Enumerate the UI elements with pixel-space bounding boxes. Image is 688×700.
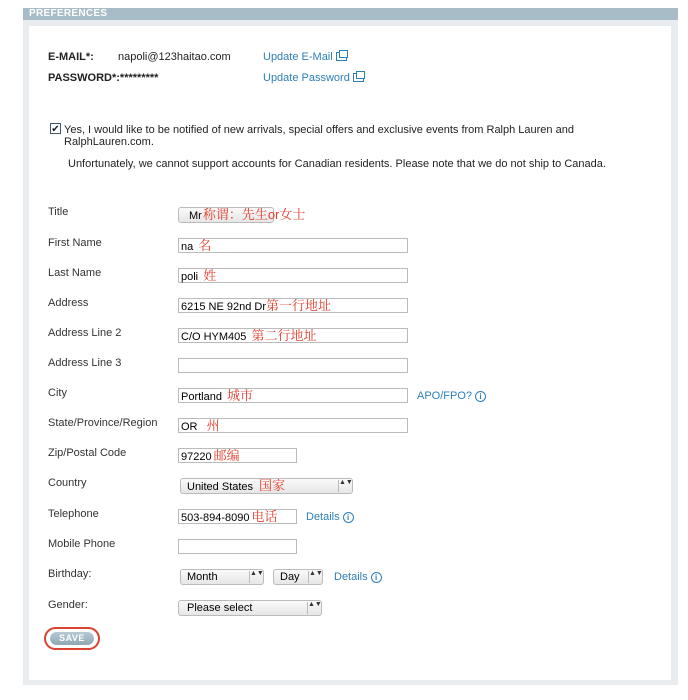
section-title: PREFERENCES [29, 8, 108, 19]
info-icon: i [371, 572, 382, 583]
state-value: OR [181, 421, 198, 433]
save-button-label: SAVE [50, 632, 94, 645]
checkmark-icon: ✔ [51, 124, 60, 135]
update-password-link[interactable] [263, 72, 364, 84]
birthday-month-select[interactable] [180, 569, 264, 585]
first-name-label: First Name [48, 237, 102, 249]
last-name-label: Last Name [48, 267, 102, 279]
last-name-annotation: 姓 [203, 268, 217, 283]
updown-arrow-icon: ▲▼ [338, 480, 350, 492]
telephone-annotation: 电话 [251, 509, 278, 524]
title-label: Title [48, 206, 69, 218]
address2-label: Address Line 2 [48, 327, 122, 339]
section-header [23, 8, 678, 20]
first-name-annotation: 名 [198, 238, 212, 253]
city-value: Portland [181, 391, 222, 403]
birthday-details-label: Details [334, 571, 368, 583]
notify-text-line2: RalphLauren.com. [64, 136, 154, 148]
state-annotation: 州 [206, 418, 220, 433]
birthday-month-value: Month [187, 571, 218, 583]
address-field[interactable] [178, 298, 408, 313]
email-value: napoli@123haitao.com [118, 51, 231, 63]
state-field[interactable] [178, 418, 408, 433]
info-icon: i [475, 391, 486, 402]
zip-label: Zip/Postal Code [48, 447, 127, 459]
address-label: Address [48, 297, 89, 309]
country-label: Country [48, 477, 87, 489]
update-email-label: Update E-Mail [263, 51, 333, 63]
address-annotation: 第一行地址 [266, 298, 332, 313]
birthday-details-link[interactable] [334, 571, 382, 583]
mobile-label: Mobile Phone [48, 538, 116, 550]
address3-field[interactable] [178, 358, 408, 373]
country-select[interactable] [180, 478, 353, 494]
country-select-value: United States [187, 481, 254, 493]
info-icon: i [343, 512, 354, 523]
telephone-details-label: Details [306, 511, 340, 523]
address2-annotation: 第二行地址 [251, 328, 317, 343]
updown-arrow-icon: ▲▼ [308, 571, 320, 583]
notify-text-line1: Yes, I would like to be notified of new arrivals, special offers and exclusive events from Ralph Lauren and [64, 124, 574, 136]
birthday-label: Birthday: [48, 568, 92, 580]
telephone-value: 503-894-8090 [181, 512, 250, 524]
state-label: State/Province/Region [48, 417, 158, 429]
gender-select[interactable] [178, 600, 322, 616]
external-link-icon [353, 73, 364, 82]
last-name-field[interactable] [178, 268, 408, 283]
last-name-value: poli [181, 271, 199, 283]
title-annotation: 称谓：先生or女士 [202, 207, 306, 222]
first-name-value: na [181, 241, 194, 253]
address2-field[interactable] [178, 328, 408, 343]
gender-label: Gender: [48, 599, 88, 611]
telephone-label: Telephone [48, 508, 99, 520]
birthday-day-select[interactable] [273, 569, 323, 585]
address3-label: Address Line 3 [48, 357, 122, 369]
save-button[interactable] [44, 627, 100, 650]
update-email-link[interactable] [263, 51, 347, 63]
updown-arrow-icon: ▲▼ [307, 602, 319, 614]
title-select-value: Mr [189, 210, 202, 222]
zip-annotation: 邮编 [213, 448, 240, 463]
address-value: 6215 NE 92nd Dr [181, 301, 266, 313]
city-label: City [48, 387, 67, 399]
gender-select-value: Please select [187, 602, 253, 614]
password-label [48, 72, 158, 84]
apo-fpo-link[interactable] [417, 390, 486, 402]
mobile-field[interactable] [178, 539, 297, 554]
password-label-text: PASSWORD*: [48, 72, 120, 84]
telephone-details-link[interactable] [306, 511, 354, 523]
apo-fpo-label: APO/FPO? [417, 390, 473, 402]
zip-value: 97220 [181, 451, 212, 463]
notify-text [64, 124, 624, 148]
email-label: E-MAIL*: [48, 51, 94, 63]
zip-field[interactable] [178, 448, 297, 463]
updown-arrow-icon: ▲▼ [249, 571, 261, 583]
city-field[interactable] [178, 388, 408, 403]
canada-note: Unfortunately, we cannot support accounts for Canadian residents. Please note that we do not ship to Canada. [68, 158, 606, 170]
country-annotation: 国家 [259, 478, 286, 493]
preferences-panel [23, 20, 678, 685]
update-password-label: Update Password [263, 72, 350, 84]
address2-value: C/O HYM405 [181, 331, 247, 343]
first-name-field[interactable] [178, 238, 408, 253]
notify-checkbox[interactable] [50, 123, 61, 134]
telephone-field[interactable] [178, 509, 297, 524]
password-value: ********* [119, 72, 159, 84]
title-select[interactable] [178, 207, 306, 223]
birthday-day-value: Day [280, 571, 300, 583]
external-link-icon [336, 52, 347, 61]
city-annotation: 城市 [227, 388, 254, 403]
